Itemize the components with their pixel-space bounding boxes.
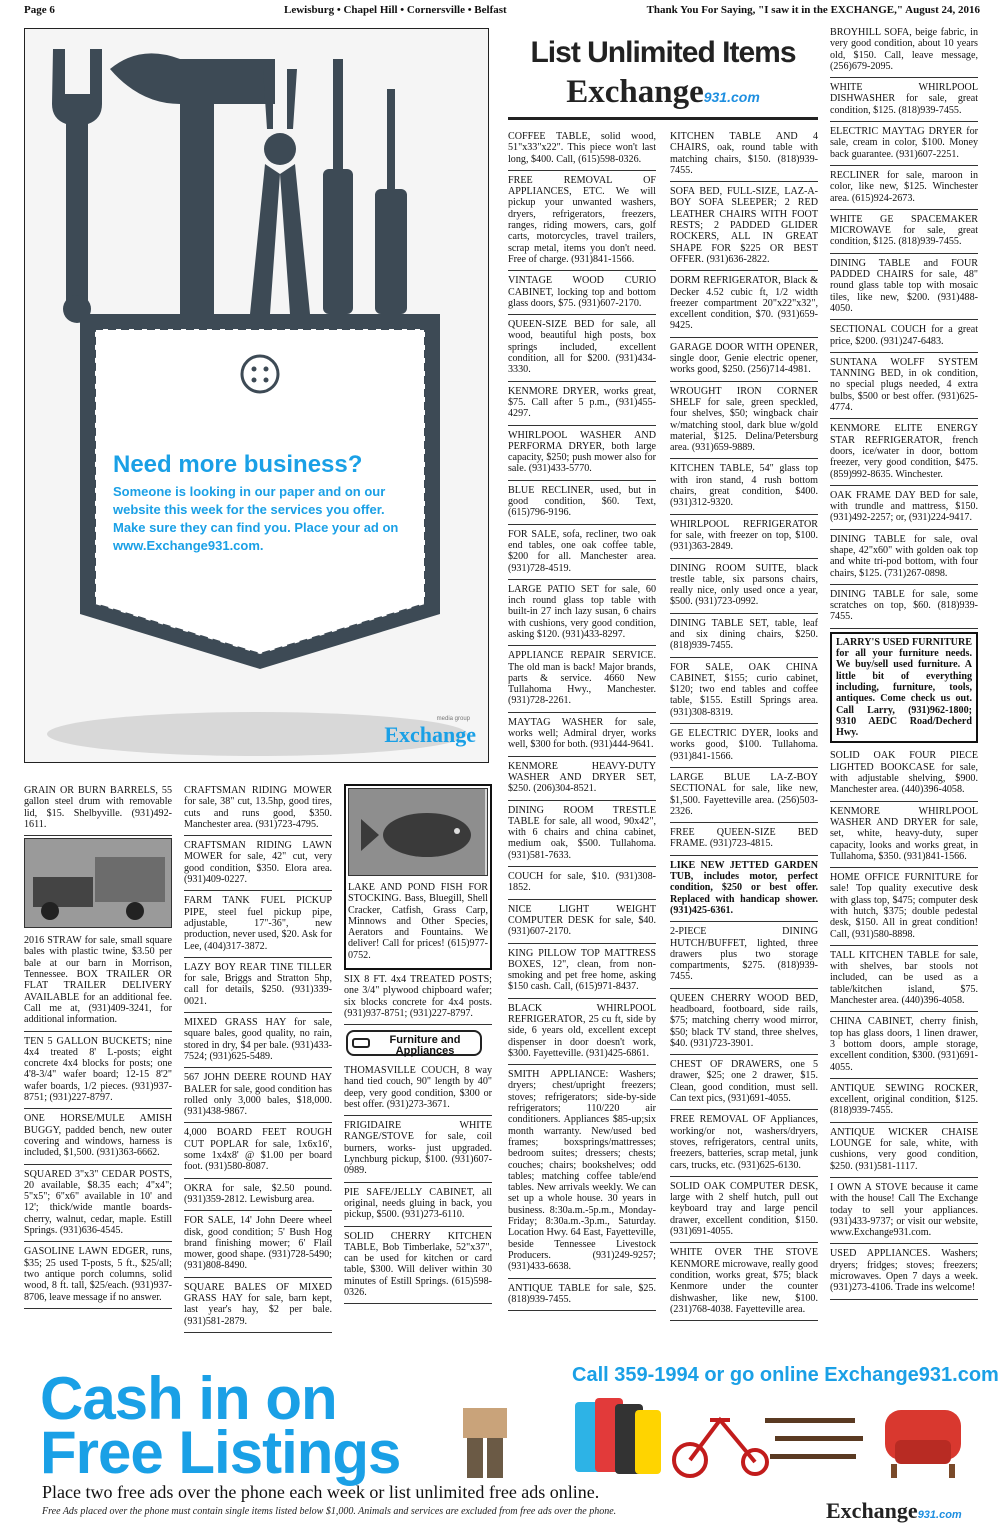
classified-ad: SOLID CHERRY KITCHEN TABLE, Bob Timberlake, 52"x37", can be used for kitchen or card table, $300. Will deliver within 30 minutes of Estill Springs. (615)598-0326. (344, 1227, 492, 1305)
classified-ad: THOMASVILLE COUCH, 8 way hand tied couch, 90" length by 40" deep, very good condition, $300 or best offer. (931)273-3671. (344, 1064, 492, 1116)
classified-ad: FRIGIDAIRE WHITE RANGE/STOVE for sale, coil burners, works- just upgraded. Lynchburg pickup, $100. (931)607-0989. (344, 1116, 492, 1182)
classified-ad: OKRA for sale, $2.50 pound. (931)359-2812. Lewisburg area. (184, 1179, 332, 1212)
truck-photo (24, 838, 172, 928)
screwdriver-icon (375, 89, 407, 314)
classified-ad: LAKE AND POND FISH FOR STOCKING. Bass, Bluegill, Shell Cracker, Catfish, Grass Carp, Minnows and Other Species, Aerators and Fountains. We deliver! Call for prices! (615)977-0752. (348, 882, 488, 961)
classified-ad: SOFA BED, FULL-SIZE, LAZ-A-BOY SOFA SLEEPER; 2 RED LEATHER CHAIRS WITH FOOT RESTS; 2 PADDED GLIDER ROCKERS, ALL IN GREAT SHAPE FOR $225 OR BEST OFFER. (931)636-2822. (670, 182, 818, 271)
header-tagline: Thank You For Saying, "I saw it in the EXCHANGE," August 24, 2016 (646, 4, 980, 16)
classified-ad: CRAFTSMAN RIDING LAWN MOWER for sale, 42" cut, very good condition, $350. Elora area. (931)409-0227. (184, 836, 332, 891)
classified-ad: ELECTRIC MAYTAG DRYER for sale, cream in color, $100. Money back guarantee. (931)607-2251. (830, 122, 978, 166)
classified-ad: KITCHEN TABLE AND 4 CHAIRS, oak, round table with matching chairs, $150. (818)939-7455. (670, 130, 818, 182)
classified-ad: FOR SALE, 14' John Deere wheel disk, good condition; 5' Bush Hog brand finishing mower; 6' Flail mower, good shape. (931)728-5490; (931)808-8490. (184, 1211, 332, 1277)
classified-ad: ONE HORSE/MULE AMISH BUGGY, padded bench, new outer covering and windows, harness is included, $1,500. (931)363-6662. (24, 1109, 172, 1164)
classified-ad: CHEST OF DRAWERS, one 5 drawer, $25; one 2 drawer, $15. Clean, good condition, must sell. Can text pics, (931)691-4055. (670, 1055, 818, 1110)
classified-ad: VINTAGE WOOD CURIO CABINET, locking top and bottom glass doors, $75. (931)607-2170. (508, 271, 656, 315)
classified-ad: FOR SALE, sofa, recliner, two oak end tables, one oak coffee table, $200 for all. Manchester area. (931)728-4519. (508, 525, 656, 580)
classified-ad: FREE REMOVAL OF APPLIANCES, ETC. We will pickup your unwanted washers, dryers, refrigerators, freezers, ranges, riding mowers, cars, golf carts, motorcycles, travel trailers, scrap metal, items you don't need. Free of charge. (931)841-1566. (508, 171, 656, 271)
classified-ad: DINING ROOM TRESTLE TABLE for sale, all wood, 90x42", with 6 chairs and china cabinet, medium oak, $500. Tullahoma. (931)581-7633. (508, 801, 656, 867)
classified-column-b (184, 784, 332, 1354)
classified-ad: BLUE RECLINER, used, but in good condition, $60. Text, (615)796-9196. (508, 481, 656, 525)
classified-column-e (670, 130, 818, 1355)
exchange-footer-logo: Exchange931.com (826, 1498, 962, 1523)
need-more-business-ad[interactable] (24, 28, 489, 763)
classified-ad: DINING TABLE for sale, some scratches on top, $60. (818)939-7455. (830, 585, 978, 629)
classified-ad: RECLINER for sale, maroon in color, like new, $125. Winchester area. (615)924-2673. (830, 166, 978, 210)
classified-ad: FREE QUEEN-SIZE BED FRAME. (931)723-4815. (670, 823, 818, 856)
classified-ad: FREE REMOVAL OF Appliances, working/or not, washers/dryers, stoves, refrigerators, central units, freezers, batteries, scrap metal, junk cars, trucks, etc. (931)625-6130. (670, 1110, 818, 1176)
exchange-logo: Exchange931.com (566, 74, 760, 110)
classified-ad: WHIRLPOOL REFRIGERATOR for sale, with freezer on top, $100. (931)363-2849. (670, 515, 818, 559)
classified-ad: MAYTAG WASHER for sale, works well; Admiral dryer, works well, $300 for both. (931)444-9641. (508, 713, 656, 757)
tricycle-icon (674, 1420, 767, 1476)
classified-ad: KENMORE HEAVY-DUTY WASHER AND DRYER SET, $250. (206)304-8521. (508, 757, 656, 801)
classified-ad: SIX 8 FT. 4x4 TREATED POSTS; one 3/4" plywood chipboard wafer; six blocks concrete for 4x4 posts. (931)937-8751; (931)227-8797. (344, 970, 492, 1025)
free-listings-banner[interactable] (0, 1360, 1000, 1535)
classified-ad: DINING ROOM SUITE, black trestle table, six parsons chairs, really nice, only used once a year, $500. (931)723-0992. (670, 559, 818, 614)
classified-ad: NICE LIGHT WEIGHT COMPUTER DESK for sale, $40. (931)607-2170. (508, 900, 656, 944)
classified-ad: DINING TABLE and FOUR PADDED CHAIRS for sale, 48" round glass table top with mosaic tiles, like new, $200. (931)488-4050. (830, 254, 978, 320)
classified-ad: WHITE OVER THE STOVE KENMORE microwave, really good condition, works great, $75; black Kenmore under the counter dishwasher, like new, $100. (231)768-4038. Fayetteville area. (670, 1243, 818, 1321)
classified-ad: DINING TABLE SET, table, leaf and six dining chairs, $250. (818)939-7455. (670, 614, 818, 658)
page-number: Page 6 (24, 4, 55, 16)
classified-ad: 4,000 BOARD FEET ROUGH CUT POPLAR for sale, 1x6x16', some 1x4x8' @ $1.00 per board foot. (931)580-8087. (184, 1123, 332, 1178)
classified-column-d (508, 130, 656, 1355)
classified-ad: LARGE PATIO SET for sale, 60 inch round glass top table with built-in 27 inch lazy susan, 6 chairs with cushions, very good condition, asking $120. (931)433-8297. (508, 580, 656, 646)
classified-ad: SOLID OAK FOUR PIECE LIGHTED BOOKCASE for sale, with adjustable shelving, $900. Manchester area. (440)396-4058. (830, 746, 978, 801)
free-ads-instructions: Place two free ads over the phone each week or list unlimited free ads online. (42, 1482, 600, 1502)
fish-photo (348, 788, 488, 876)
classified-ad: TALL KITCHEN TABLE for sale, with shelves, bar stools not included, can be used as a table/kitchen island, $75. Manchester area. (440)396-4058. (830, 946, 978, 1012)
wrench-icon (52, 49, 102, 323)
classified-ad: KENMORE WHIRLPOOL WASHER AND DRYER for sale, set, white, heavy-duty, super capacity, looks and works great, in Tullahoma, $350. (931)841-1566. (830, 802, 978, 868)
classified-ad: OAK FRAME DAY BED for sale, with trundle and mattress, $150. (931)492-2257; or, (931)224-9417. (830, 486, 978, 530)
classified-ad: QUEEN CHERRY WOOD BED, headboard, footboard, side rails, $75; matching cherry wood mirror, $50; black TV stand, three shelves, $40. (931)723-3901. (670, 989, 818, 1055)
classified-ad: SQUARED 3"x3" CEDAR POSTS, 20 available, $8.35 each; 4"x4"; 5"x5"; 6"x6" available in 10' and 12'; thick/wide mantle boards-cherry, walnut, cedar, maple. Estill Springs. (931)636-4545. (24, 1165, 172, 1243)
classified-ad: SMITH APPLIANCE: Washers; dryers; chest/upright freezers; stoves; refrigerators; side-by-side refrigerators; 110/220 air conditioners. Appliances $85-up;six month warranty. New/used bed frames; boxsprings/mattresses; bedroom suites; dressers; chests; couches; chairs; bookshelves; odd tables; matching coffee table/end tables. New arrivals weekly. We can set up a whole house. 30 years in business. 8:30a.m.-5p.m., Monday-Friday; 8:30a.m.-3p.m., Saturday. Location Hwy. 64 East, Fayetteville, beside Tennessee Livestock Producers. (931)249-9257; (931)433-6638. (508, 1065, 656, 1278)
classified-ad: KITCHEN TABLE, 54" glass top with iron stand, 4 rush bottom chairs, great condition, $400. (931)312-9320. (670, 459, 818, 514)
classified-ad: MIXED GRASS HAY for sale, square bales, good quality, no rain, stored in dry, $4 per bale. (931)433-7524; (931)625-5489. (184, 1013, 332, 1068)
classified-ad: WHITE GE SPACEMAKER MICROWAVE for sale, great condition, $125. (818)939-7455. (830, 210, 978, 254)
classified-ad: FOR SALE, OAK CHINA CABINET, $155; curio cabinet, $120; two end tables and coffee table, $155. Estill Springs area. (931)308-8319. (670, 658, 818, 724)
classified-ad: KING PILLOW TOP MATTRESS BOXES, 12", clean, from non-smoking and pet free home, asking $150 cash. Call, (615)971-8437. (508, 944, 656, 999)
classified-ad: QUEEN-SIZE BED for sale, all wood, beautiful high posts, box springs included, excellent condition, all for $200. (931)434-3330. (508, 315, 656, 381)
classified-ad: SECTIONAL COUCH for a great price, $200. (931)247-6483. (830, 320, 978, 353)
classified-ad: 567 JOHN DEERE ROUND HAY BALER for sale, good condition has rolled only 3,000 bales, $18,000. (931)438-9867. (184, 1068, 332, 1123)
classified-ad: WROUGHT IRON CORNER SHELF for sale, green speckled, four shelves, $50; wingback chair w/matching stool, dark blue w/gold material, $125. Delina/Petersburg area. (931)659-9889. (670, 382, 818, 460)
classified-ad: CRAFTSMAN RIDING MOWER for sale, 38" cut, 13.5hp, good tires, cuts and runs good, $350. Manchester area. (931)723-4795. (184, 784, 332, 836)
tools-pocket-illustration (25, 29, 489, 763)
classified-ad: CHINA CABINET, cherry finish, top has glass doors, 1 linen drawer, 3 bottom doors, ample storage, excellent condition, $300. (931)691-4055. (830, 1012, 978, 1078)
classified-ad: WHIRLPOOL WASHER AND PERFORMA DRYER, both large capacity, $250; push mower also for sale. (931)433-5770. (508, 426, 656, 481)
classified-ad: 2-PIECE DINING HUTCH/BUFFET, lighted, three drawers plus two storage compartments, $275. (818)939-7455. (670, 922, 818, 988)
classified-ad: DINING TABLE for sale, oval shape, 42"x60" with golden oak top and white tri-pod bottom, with four chairs, $125. (731)267-0898. (830, 530, 978, 585)
classified-ad: LAZY BOY REAR TINE TILLER for sale, Briggs and Stratton 5hp, call for details, $250. (931)339-0021. (184, 958, 332, 1013)
classified-ad: ANTIQUE TABLE for sale, $25. (818)939-7455. (508, 1279, 656, 1312)
ad-body: Someone is looking in our paper and on our website this week for the services you offer. Make sure they can find you. Place your ad on www.Exchange931.com. (113, 484, 399, 553)
classified-ad: BLACK WHIRLPOOL REFRIGERATOR, 25 cu ft, side by side, 6 years old, excellent except dispenser in door doesn't work, $300. Fayetteville. (931)425-6861. (508, 999, 656, 1065)
classified-ad: SUNTANA WOLFF SYSTEM TANNING BED, in ok condition, no special plugs needed, 4 extra bulbs, $500 or best offer. (931)625-4774. (830, 353, 978, 419)
furniture-appliances-label: Furniture and Appliances (346, 1030, 482, 1056)
classified-ad: USED APPLIANCES. Washers; dryers; fridges; stoves; freezers; microwaves. Open 7 days a week. (931)273-4106. Trade ins welcome! (830, 1244, 978, 1299)
classified-ad: SQUARE BALES OF MIXED GRASS HAY for sale, barn kept, last year's hay, $2 per bale. (931)581-2879. (184, 1278, 332, 1333)
classified-ad: ANTIQUE SEWING ROCKER, excellent, original condition, $125. (818)939-7455. (830, 1079, 978, 1123)
armchair-icon (885, 1410, 961, 1478)
classified-ad: ANTIQUE WICKER CHAISE LOUNGE for sale, white, with cushions, very good condition, $250. (931)581-1117. (830, 1123, 978, 1178)
screwdriver-icon (323, 59, 353, 314)
classified-ad: COFFEE TABLE, solid wood, 51"x33"x22". This piece won't last long, $400. Call, (615)598-0326. (508, 130, 656, 171)
classified-ad: 2016 STRAW for sale, small square bales with plastic twine, $3.50 per bale at our barn in Morrison, Tennessee. BOX TRAILER OR FLAT TRAILER DELIVERY AVAILABLE for an additional fee. Call me at, (931)409-3241, for additional information. (24, 931, 172, 1031)
call-line[interactable]: Call 359-1994 or go online Exchange931.com (572, 1364, 999, 1386)
classified-ad: PIE SAFE/JELLY CABINET, all original, needs gluing in back, you pickup, $500. (931)273-6110. (344, 1183, 492, 1227)
classified-ad: SOLID OAK COMPUTER DESK, large with 2 shelf hutch, pull out keyboard tray and large pencil drawer, excellent condition, $150. (931)691-4055. (670, 1177, 818, 1243)
classified-ad: DORM REFRIGERATOR, Black & Decker 4.52 cubic ft, 1/2 width freezer compartment 20"x22"x32", excellent condition, $70. (931)659-9425. (670, 271, 818, 337)
classified-column-a (24, 784, 172, 1354)
classified-ad: GARAGE DOOR WITH OPENER, single door, Genie electric opener, works good, $250. (256)714-4981. (670, 338, 818, 382)
classified-ad: I OWN A STOVE because it came with the house! Call The Exchange today to sell your appliances. (931)433-9737; or visit our website, www.Exchange931.com. (830, 1178, 978, 1244)
classified-column-c2 (344, 1064, 492, 1354)
classified-ad: GASOLINE LAWN EDGER, runs, $35; 25 used T-posts, 5 ft., $25/all; two antique porch columns, solid wood, 8 ft. tall, $25/each. (931)937-8706, leave message if no answer. (24, 1242, 172, 1308)
header-towns: Lewisburg • Chapel Hill • Cornersville • Belfast (284, 4, 507, 16)
list-unlimited-title: List Unlimited Items (530, 36, 796, 69)
baby-clothes-icon (463, 1408, 507, 1478)
pliers-icon (250, 69, 310, 314)
product-images (455, 1390, 980, 1485)
classified-ad: WHITE WHIRLPOOL DISHWASHER for sale, great condition, $125. (818)939-7455. (830, 78, 978, 122)
classified-ad: KENMORE ELITE ENERGY STAR REFRIGERATOR, french doors, ice/water in door, bottom freezer, very good condition, $475. (859)992-8635. Winchester. (830, 419, 978, 485)
larrys-furniture-ad: LARRY'S USED FURNITURE for all your furniture needs. We buy/sell used furniture. A little bit of everything including, furniture, tools, antiques. Come check us out. Call Larry, (931)962-1800; 9310 AEDC Road/Decherd Hwy. (830, 632, 978, 744)
classified-ad: BROYHILL SOFA, beige fabric, in very good condition, about 10 years old, $150. Call, leave message, (256)679-2095. (830, 26, 978, 78)
hammer-icon (110, 53, 275, 314)
divider (508, 117, 818, 120)
rifles-icon (765, 1418, 863, 1459)
free-ads-fine-print: Free Ads placed over the phone must contain single items listed below $1,000. Animals and services are excluded from free ads over the phone. (42, 1506, 617, 1517)
classified-ad: GRAIN OR BURN BARRELS, 55 gallon steel drum with removable lid, $15. Shelbyville. (931)492-1611. (24, 784, 172, 836)
classified-ad: KENMORE DRYER, works great, $75. Call after 5 p.m., (931)455-4297. (508, 382, 656, 426)
cash-in-headline: Cash in on Free Listings (40, 1365, 401, 1486)
classified-ad: GE ELECTRIC DYER, looks and works good, $100. Tullahoma. (931)841-1566. (670, 724, 818, 768)
classified-ad: HOME OFFICE FURNITURE for sale! Top quality executive desk with glass top, $475; computer desk with hutch, $375; double pedestal desk, $150. All in great condition! Call, (931)580-8898. (830, 868, 978, 946)
ad-heading: Need more business? (113, 451, 363, 478)
classified-ad: LARGE BLUE LA-Z-BOY SECTIONAL for sale, like new, $1,500. Fayetteville area. (256)503-2326. (670, 768, 818, 823)
classified-ad: COUCH for sale, $10. (931)308-1852. (508, 867, 656, 900)
page-header (24, 4, 980, 20)
classified-ad: TEN 5 GALLON BUCKETS; nine 4x4 treated 8' L-posts; eight concrete 4x4 blocks for posts; one 4'8-3/4" wafer board; 12-15 8'2" wafer boards, 1/2 pieces. (931)937-8751; (931)227-8797. (24, 1032, 172, 1110)
classified-ad: LIKE NEW JETTED GARDEN TUB, includes motor, perfect condition, $250 or best offer. Replaced with handicap shower. (931)425-6361. (670, 856, 818, 922)
phones-icon (575, 1398, 661, 1474)
classified-column-f (830, 26, 978, 1356)
classified-ad: APPLIANCE REPAIR SERVICE. The old man is back! Major brands, parts & service. 4660 New Tullahoma Hwy., Manchester. (931)728-2261. (508, 646, 656, 712)
classified-ad: FARM TANK FUEL PICKUP PIPE, steel fuel pickup pipe, adjustable, 17"-36", new production, never used, $20. Ask for Lee, (404)317-3872. (184, 891, 332, 957)
ad-logo: Exchange media group (384, 716, 476, 747)
